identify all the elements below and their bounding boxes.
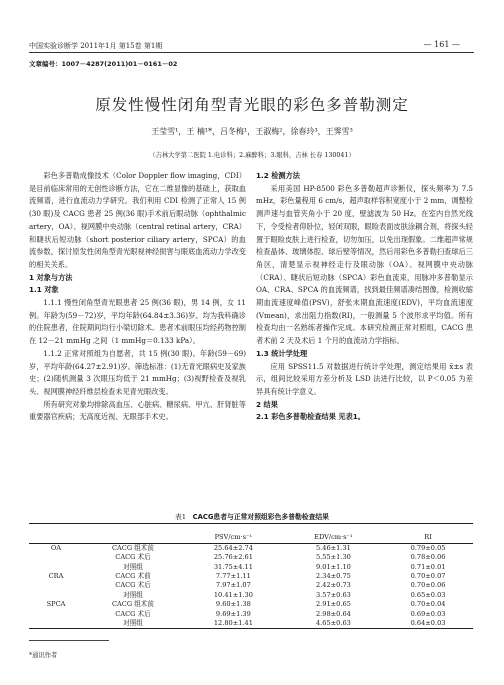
table-cell [29, 610, 83, 619]
paragraph: 采用美国 HP-8500 彩色多普勒超声诊断仪，探头频率为 7.5 mHz，彩色量程用 6 cm/s，超声取样容积宽度小于 2 mm，调整检测声速与血管夹角小于 20 度，壁滤波为 50 Hz。在室内自然光线下，令受检者仰卧位，轻闭双眼，眼睑表面皮肤涂耦合剂，将探头轻置于眼睑皮肤上进行检查，切勿加压，以免出现假象。二维超声常规检查晶体、玻璃体腔、球后壁等情况，然后用彩色多普勒扫查球后三角区，清楚显示视神经走行及眼动脉（OA）、视网膜中央动脉（CRA）、睫状后短动脉（SPCA）彩色血流束，用脉冲多普勒显示 OA、CRA、SPCA 的血流频谱，找到最佳频谱凑结图像，检测收缩期血流速度峰值(PSV)，舒张末期血流速度(EDV)，平均血流速度(Vmean)，求出阻力指数(RI)，一般测量 5 个波形求平均值。所有检查均由一名熟练者操作完成。本研究检测正常对照组，CACG 患者术前 2 天及术后 1 个月的血流动力学指标。 [256, 183, 473, 346]
table-cell: CACG 组术前 [112, 543, 154, 552]
table-cell: 9.01±1.10 [315, 562, 351, 571]
paragraph: 彩色多普勒成像技术（Color Doppler flow imaging，CDI）是目前临床常用的无创性诊断方法，它在二维显像的基础上，获取血流频谱，进行血流动力学研究。我们利用 CDI 检测了正常人 15 例(30 眼)及 CACG 患者 25 例(36 眼)手术前后眼动脉（ophthalmic artery，OA）、视网膜中央动脉（central retinal artery，CRA）和睫状后短动脉（short posterior ciliary artery，SPCA）的血流参数，探讨原发性闭角型青光眼视神经损害与眼底血流动力学改变的相关关系。 [29, 171, 246, 269]
table-cell: 9.60±1.38 [215, 600, 251, 609]
table-row [29, 600, 473, 609]
table-row [29, 591, 473, 600]
table-cell: 5.46±1.31 [315, 543, 351, 552]
table-cell: 7.97±1.07 [215, 581, 251, 590]
paragraph: 1.1.1 慢性闭角型青光眼患者 25 例(36 眼)，男 14 例，女 11 例。年龄为(59－72)岁，平均年龄(64.84±3.36)岁。均为我科确诊的住院患者，住院期间均行小梁切除术。患者术前眼压均经药物控制在 12－21 mmHg 之间（1 mmHg＝0.133 kPa）。 [29, 298, 246, 346]
table-header-psv: PSV/cm·s⁻¹ [183, 533, 284, 543]
table-cell: 2.98±0.64 [315, 609, 351, 618]
table-cell: CACG 术前 [115, 572, 151, 581]
table-row [29, 610, 473, 619]
table-cell: 25.64±2.74 [213, 543, 253, 552]
table-row [29, 543, 473, 553]
paragraph: 所有研究对象均排除高血压、心脏病、糖尿病、甲亢、肝肾脏等重要器官疾病；无高度近视、无眼部手术史。 [29, 399, 246, 422]
table-cell: 对照组 [83, 619, 183, 629]
subsection-heading: 1.1 对象 [29, 285, 59, 295]
table-cell: 0.69±0.03 [410, 609, 446, 618]
table-cell: 0.70±0.04 [410, 600, 446, 609]
journal-header: 中国实验诊断学 2011年1月 第15卷 第1期 [29, 42, 163, 50]
table-cell: CACG 术后 [115, 553, 151, 562]
paragraph: 应用 SPSS11.5 对数据进行统计学处理，测定结果用 x̄±s 表示，组间比较采用方差分析及 LSD 法进行比较，以 P＜0.05 为差异具有统计学意义。 [256, 361, 473, 396]
table-cell: 5.55±1.30 [315, 553, 351, 562]
table-header-ri: RI [383, 533, 473, 543]
section-heading: 2 结果 [256, 399, 278, 409]
table-cell: CRA [48, 572, 64, 581]
subsection-heading: 1.3 统计学处理 [256, 348, 308, 358]
table-header-edv: EDV/cm·s⁻¹ [284, 533, 383, 543]
table-cell: 0.71±0.01 [410, 562, 446, 571]
table-cell: 0.70±0.07 [410, 572, 446, 581]
table-cell: 对照组 [123, 590, 143, 599]
table-cell: 对照组 [123, 562, 143, 571]
table-cell: 3.57±0.63 [315, 590, 351, 599]
table-cell: 0.65±0.03 [410, 590, 446, 599]
table-cell: 2.42±0.73 [315, 581, 351, 590]
table-cell: CACG 组术前 [112, 600, 154, 609]
table-row [29, 563, 473, 572]
table-cell: 0.79±0.05 [410, 543, 446, 552]
table-row [29, 619, 473, 629]
table-caption [0, 511, 504, 521]
table-caption-label: 表1 [175, 513, 187, 521]
table-cell [29, 553, 83, 562]
table-cell: 10.41±1.30 [213, 590, 253, 599]
table-cell: 0.64±0.03 [383, 619, 473, 629]
table-cell: 0.70±0.06 [410, 581, 446, 590]
table-cell: SPCA [46, 600, 66, 609]
table-row [29, 581, 473, 590]
section-heading: 1 对象与方法 [29, 272, 73, 282]
subsection-heading: 1.2 检测方法 [256, 171, 300, 180]
table-cell: 4.65±0.63 [284, 619, 383, 629]
table-header-cell [29, 533, 83, 543]
table-caption-text: CACG患者与正常对照组彩色多普勒检查结果 [192, 513, 329, 521]
subsection-heading: 2.1 彩色多普勒检查结果 见表1。 [256, 412, 365, 422]
right-column [256, 170, 473, 424]
page-number: — 161 — [423, 40, 460, 49]
table-cell: 9.69±1.39 [215, 609, 251, 618]
table-cell [29, 581, 83, 590]
table-cell: 31.75±4.11 [213, 562, 253, 571]
table-cell: 7.77±1.11 [215, 572, 251, 581]
table-header-blank [29, 524, 83, 534]
table-cell [29, 591, 83, 600]
table-cell: 12.80±1.41 [183, 619, 284, 629]
author-list: 王莹雪¹，王 楠¹*，吕冬梅¹，王淑梅²，徐春玲³，王霁雪³ [151, 127, 353, 136]
table-header-blank2 [83, 524, 183, 534]
table-cell: CACG 术后 [115, 609, 151, 618]
table-cell: 25.76±2.61 [213, 553, 253, 562]
footnote-rule [29, 640, 109, 641]
table-cell [29, 563, 83, 572]
table-cell: 2.91±0.65 [315, 600, 351, 609]
header-rule [29, 52, 474, 53]
article-number: 文章编号：1007－4287(2011)01－0161－02 [29, 60, 178, 68]
table-row [29, 553, 473, 562]
table-cell: OA [50, 543, 62, 552]
results-table [29, 523, 473, 629]
table-cell: 0.78±0.06 [410, 553, 446, 562]
paragraph: 1.1.2 正常对照组为自愿者，共 15 例(30 眼)。年龄(59－69)岁，平均年龄(64.27±2.91)岁。筛选标准：(1)无青光眼病史及家族史；(2)随机测量 3 次眼压均低于 21 mmHg；(3)视野检查及视乳头、视网膜神经纤维层检查未见青光眼改变。 [29, 348, 246, 396]
table-row [29, 572, 473, 581]
table-cell [29, 619, 83, 629]
table-cell: CACG 术后 [115, 581, 151, 590]
affiliation: （吉林大学第二医院 1.电诊科；2.麻醉科；3.眼科，吉林 长春 130041） [149, 152, 355, 159]
table-cell: 2.34±0.75 [315, 572, 351, 581]
left-column [29, 170, 246, 424]
paper-title: 原发性慢性闭角型青光眼的彩色多普勒测定 [95, 96, 409, 114]
footnote: *通讯作者 [29, 652, 58, 659]
